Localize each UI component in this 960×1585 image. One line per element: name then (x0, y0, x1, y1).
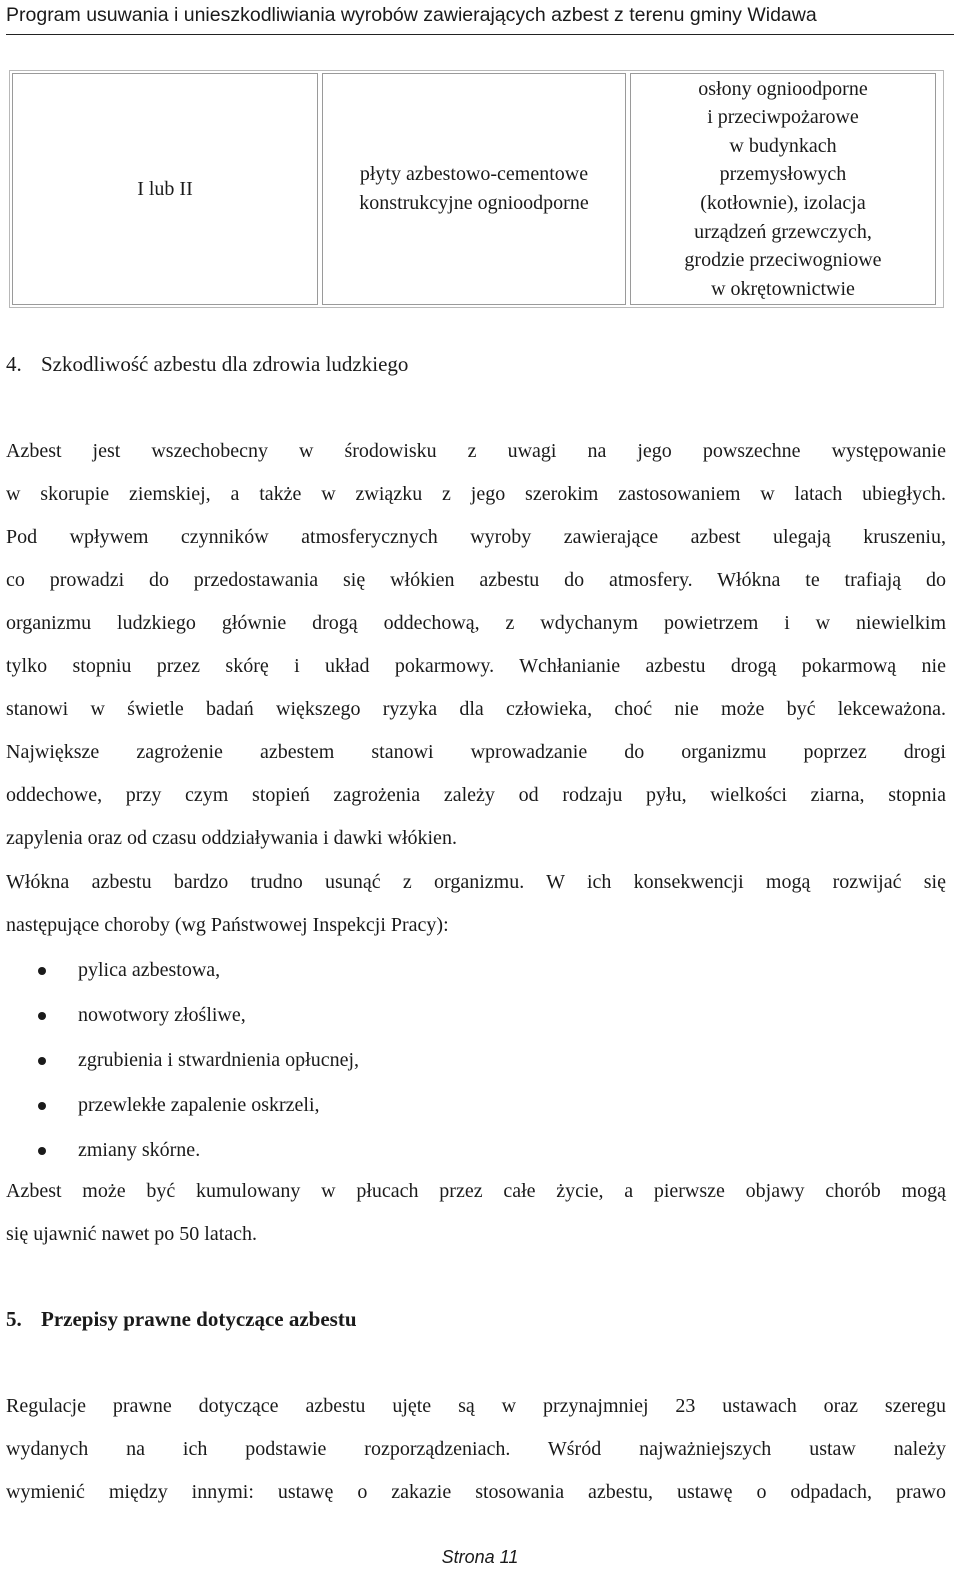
page-number: Strona 11 (441, 1547, 519, 1567)
list-item (6, 1083, 359, 1128)
section-title: Przepisy prawne dotyczące azbestu (41, 1307, 357, 1331)
cell-line: przemysłowych (719, 163, 847, 186)
text-line: Największe zagrożenie azbestem stanowi wprowadzanie do organizmu poprzez drogi (6, 741, 946, 763)
section-number: 5. (6, 1307, 22, 1331)
text-line: wydanych na ich podstawie rozporządzeniach. Wśród najważniejszych ustaw należy (6, 1438, 946, 1460)
cell-line: grodzie przeciwogniowe (684, 249, 882, 272)
text-line: w skorupie ziemskiej, a także w związku z jego szerokim zastosowaniem w latach ubiegłych. (6, 483, 946, 505)
text-line: Azbest może być kumulowany w płucach przez całe życie, a pierwsze objawy chorób mogą (6, 1180, 946, 1202)
text-line: organizmu ludzkiego głównie drogą oddechową, z wdychanym powietrzem i w niewielkim (6, 612, 946, 634)
text-line: Regulacje prawne dotyczące azbestu ujęte są w przynajmniej 23 ustawach oraz szeregu (6, 1395, 946, 1417)
section-number: 4. (6, 352, 22, 376)
page-header: Program usuwania i unieszkodliwiania wyrobów zawierających azbest z terenu gminy Widawa (6, 4, 954, 35)
table-cell-group (12, 73, 318, 305)
cell-line: konstrukcyjne ognioodporne (359, 192, 589, 214)
cell-line: w budynkach (729, 134, 837, 157)
section-4-paragraph-1 (6, 430, 946, 860)
bullet-icon (38, 1147, 46, 1155)
bullet-icon (38, 967, 46, 975)
section-4-paragraph-2 (6, 861, 946, 947)
cell-line: płyty azbestowo-cementowe (359, 163, 589, 186)
text-line: zapylenia oraz od czasu oddziaływania i dawki włókien. (6, 827, 457, 849)
diseases-list (6, 948, 359, 1173)
text-line: wymienić między innymi: ustawę o zakazie stosowania azbestu, ustawę o odpadach, prawo (6, 1481, 946, 1503)
cell-line: w okrętownictwie (711, 277, 855, 300)
bullet-icon (38, 1012, 46, 1020)
list-item-text: nowotwory złośliwe, (78, 1004, 246, 1026)
table-cell-product (322, 73, 626, 305)
text-line: tylko stopniu przez skórę i układ pokarmowy. Wchłanianie azbestu drogą pokarmową nie (6, 655, 946, 677)
text-line: stanowi w świetle badań większego ryzyka dla człowieka, choć nie może być lekceważona. (6, 698, 946, 720)
text-line: Włókna azbestu bardzo trudno usunąć z organizmu. W ich konsekwencji mogą rozwijać się (6, 871, 946, 893)
cell-text: I lub II (137, 177, 193, 200)
list-item-text: pylica azbestowa, (78, 959, 221, 981)
text-line: Pod wpływem czynników atmosferycznych wyroby zawierające azbest ulegają kruszeniu, (6, 526, 946, 548)
bullet-icon (38, 1102, 46, 1110)
text-line: co prowadzi do przedostawania się włókien azbestu do atmosfery. Włókna te trafiają do (6, 569, 946, 591)
cell-line: osłony ognioodporne (698, 77, 868, 100)
cell-line: (kotłownie), izolacja (700, 192, 866, 214)
asbestos-products-table (9, 70, 944, 308)
list-item (6, 993, 359, 1038)
list-item-text: zmiany skórne. (78, 1139, 201, 1161)
section-4-paragraph-3 (6, 1170, 946, 1256)
text-line: oddechowe, przy czym stopień zagrożenia zależy od rodzaju pyłu, wielkości ziarna, stopnia (6, 784, 946, 806)
list-item (6, 1038, 359, 1083)
list-item-text: przewlekłe zapalenie oskrzeli, (78, 1094, 320, 1116)
text-line: się ujawnić nawet po 50 latach. (6, 1223, 258, 1245)
section-title: Szkodliwość azbestu dla zdrowia ludzkiego (41, 352, 409, 376)
section-4-heading (6, 352, 408, 377)
list-item (6, 1128, 359, 1173)
text-line: następujące choroby (wg Państwowej Inspekcji Pracy): (6, 914, 449, 936)
cell-line: urządzeń grzewczych, (694, 220, 872, 243)
cell-line: i przeciwpożarowe (707, 106, 859, 129)
list-item (6, 948, 359, 993)
list-item-text: zgrubienia i stwardnienia opłucnej, (78, 1049, 360, 1071)
table-cell-usage (630, 73, 936, 305)
bullet-icon (38, 1057, 46, 1065)
text-line: Azbest jest wszechobecny w środowisku z uwagi na jego powszechne występowanie (6, 440, 946, 462)
section-5-heading (6, 1307, 357, 1332)
section-5-paragraph-1 (6, 1385, 946, 1514)
